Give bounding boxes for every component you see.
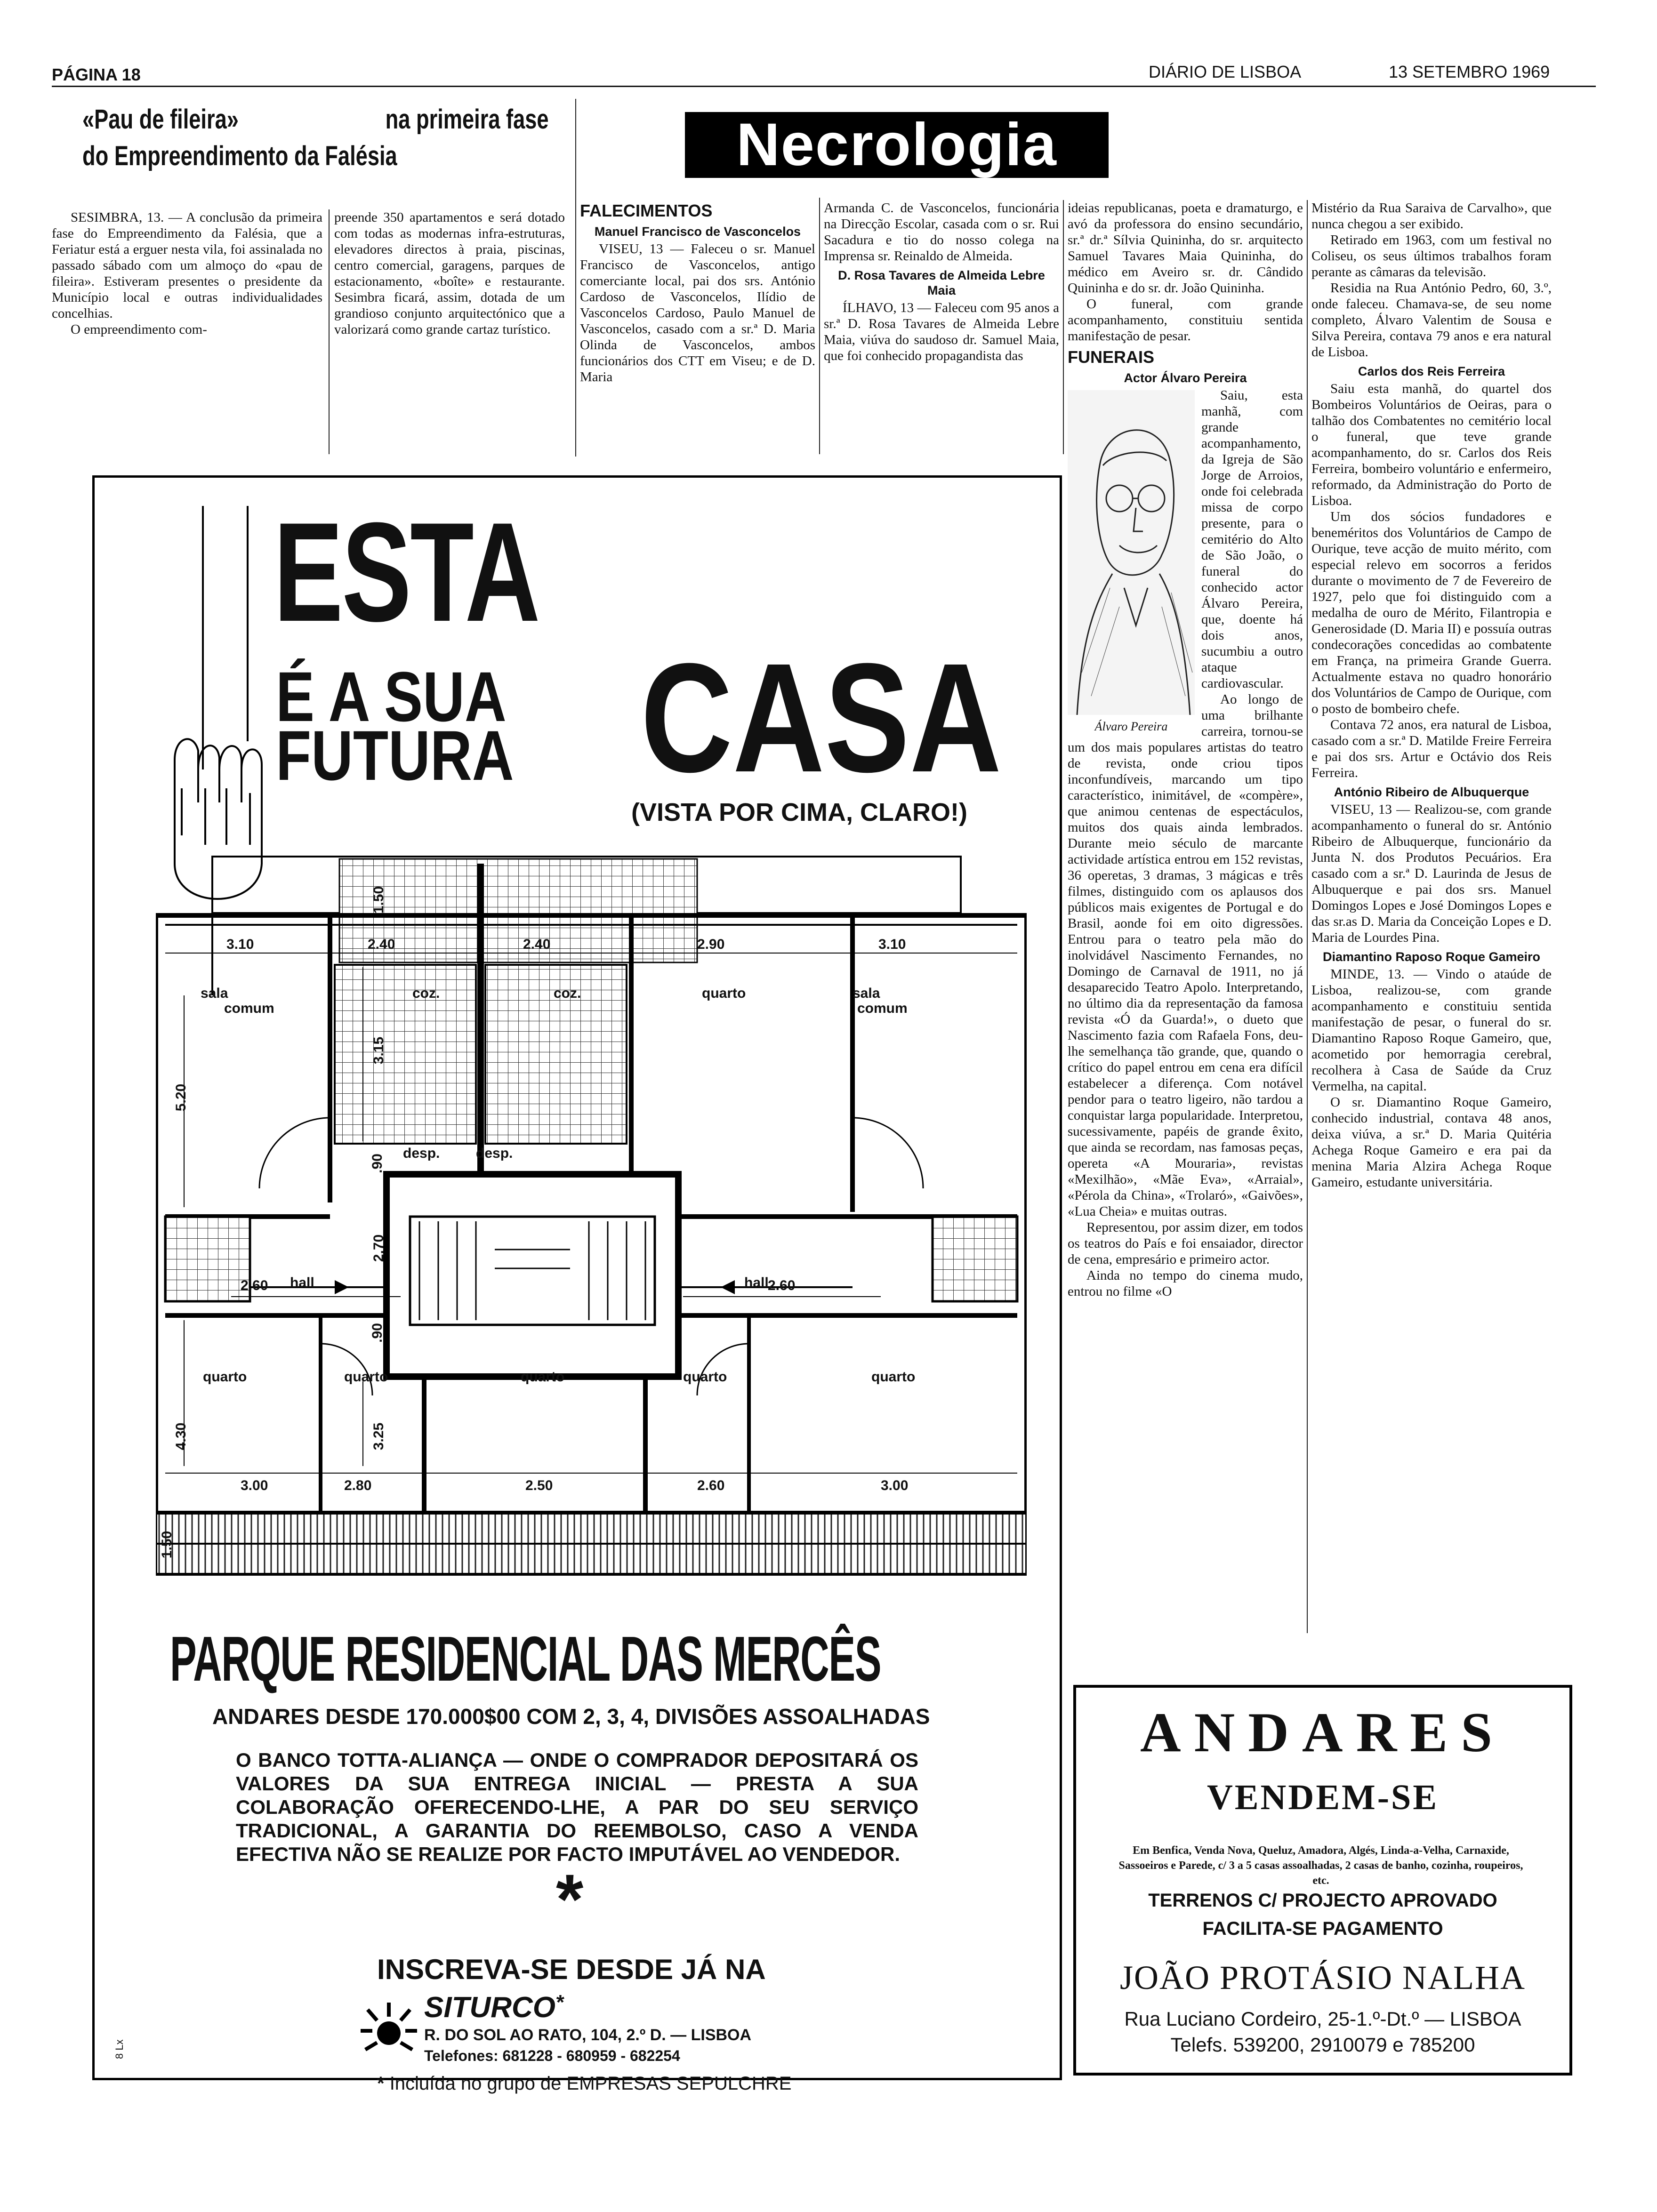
column-rule [819,198,820,454]
room-label: quarto [344,1369,388,1385]
dimension-label: 3.00 [881,1478,909,1493]
dimension-label: 3.15 [371,1036,387,1065]
obituary-name: Manuel Francisco de Vasconcelos [594,224,801,239]
header-rule [52,86,1596,87]
advertiser-phones: Telefs. 539200, 2910079 e 785200 [1170,2034,1475,2056]
dimension-label: 3.10 [878,937,906,952]
column-rule [1307,200,1308,1633]
company-phones: Telefones: 681228 - 680959 - 682254 [424,2047,680,2064]
photo-caption: Álvaro Pereira [1094,720,1168,733]
price-line: ANDARES DESDE 170.000$00 COM 2, 3, 4, DIVISÕES ASSOALHADAS [212,1704,930,1729]
paragraph: Ao longo de uma brilhante carreira, tornou-se um dos mais populares artistas do teatro de revista, onde criou tipos inconfundíveis, marcando um tipo característico, inimitável, de «compère», que animou centenas de espectáculos, muitos dos quais ainda lembrados. Durante meio século de marcante actividade artística entrou em 152 revistas, 36 operetas, 3 dramas, 3 mágicas e três filmes, distinguido com os aplausos dos públicos mais exigentes de Portugal e do Brasil, aonde foi em oito digressões. Entrou para o teatro pela mão do inolvidável Nascimento Fernandes, no Domingo de Carnaval de 1911, no já desaparecido Teatro Apolo. Interpretando, no último dia da representação da famosa revista «Ó da Guarda!», o dueto que Nascimento fazia com Rafaela Fons, deu-lhe semelhança tão grande, que, quando o crítico do papel entrou em cena era difícil estabelecer a diferença. Com notável pendor para o teatro ligeiro, não tardou a conquistar larga popularidade. Interpretou, sucessivamente, papéis de grande êxito, que ainda se recordam, nas famosas peças, opereta «A Mouraria», revistas «Mexilhão», «Mãe Eva», «Arraial», «Pérola da China», «Trolaró», «Gaivões», «Lua Cheia» e muitas outras. [1068,692,1303,1219]
room-label: coz. [554,986,581,1001]
paragraph: Um dos sócios fundadores e beneméritos dos Voluntários de Campo de Ourique, teve acção de muito mérito, com especial relevo em socorros a feridos durante o movimento de 7 de Fevereiro de 1927, pelo que foi distinguido com a medalha de ouro de Mérito, Filantropia e Generosidade (D. Maria II) e possuía outras condecorações concedidas ao combatente em França, na primeira Grande Guerra. Actualmente estava no quadro honorário dos Voluntários de Campo de Ourique, com o posto de bombeiro chefe. [1311,509,1552,716]
paragraph: Saiu, esta manhã, com grande acompanhamento, da Igreja de São Jorge de Arroios, onde foi celebrada missa de corpo presente, para o cemitério do Alto de São João, o funeral do conhecido actor Álvaro Pereira, que, doente há dois anos, sucumbiu a outro ataque cardiovascular. [1201,388,1303,691]
room-label: quarto [203,1369,247,1385]
paragraph: preende 350 apartamentos e será dotado com todas as modernas infra-estruturas, elevadores directos à praia, piscinas, centro comercial, garagens, parques de estacionamento, «boîte» e restaurante. Sesimbra ficará, assim, dotada de um grandioso conjunto arquitectónico que a valorizará como grande cartaz turístico. [334,210,565,337]
obituary-name: António Ribeiro de Albuquerque [1334,785,1529,799]
advertiser-name: JOÃO PROTÁSIO NALHA [1119,1959,1526,1996]
paragraph: Residia na Rua António Pedro, 60, 3.º, onde faleceu. Chamava-se, de seu nome completo, Álvaro Valentim de Sousa e Silva Pereira, contava 79 anos e era natural de Lisboa. [1311,281,1552,360]
article-headline [82,103,572,176]
dimension-label: 1.50 [371,886,387,914]
section-heading: FUNERAIS [1068,347,1155,367]
page-number: PÁGINA 18 [52,65,141,84]
ad-headline-line: FUTURA [276,716,514,795]
column-rule [1063,200,1064,454]
bank-guarantee-text: O BANCO TOTTA-ALIANÇA — ONDE O COMPRADOR DEPOSITARÁ OS VALORES DA SUA ENTREGA INICIAL — PRESTA A SUA COLABORAÇÃO OFERECENDO-LHE, A PAR DO SEU SERVIÇO TRADICIONAL, A GARANTIA DO REEMBOLSO, CASO A VENDA EFECTIVA NÃO SE REALIZE POR FACTO IMPUTÁVEL AO VENDEDOR. [236,1749,918,1865]
obituary-name: Carlos dos Reis Ferreira [1358,364,1505,378]
floor-plan [156,845,1027,1588]
dimension-label: 3.00 [241,1478,268,1493]
terrenos-line: TERRENOS C/ PROJECTO APROVADO [1148,1890,1497,1911]
headline-part: do Empreendimento [82,141,289,171]
room-label: quarto [521,1369,565,1385]
paragraph: O funeral, com grande acompanhamento, constituiu sentida manifestação de pesar. [1068,297,1303,344]
paragraph: Mistério da Rua Saraiva de Carvalho», que nunca chegou a ser exibido. [1311,200,1552,232]
room-label: coz. [412,986,440,1001]
ad-headline-esta: ESTA [273,493,539,651]
room-label: quarto [702,986,746,1001]
paragraph: SESIMBRA, 13. — A conclusão da primeira fase do Empreendimento da Falésia, que a Feriatur está a erguer nesta vila, foi assinalada no passado sábado com um almoço do «pau de fileira». Estiveram presentes o presidente da Município local e outras individualidades concelhias. [52,210,322,321]
paragraph: Contava 72 anos, era natural de Lisboa, casado com a sr.ª D. Matilde Freire Ferreira e pai dos srs. Artur e Octávio dos Reis Ferreira. [1311,717,1552,780]
advertiser-address: Rua Luciano Cordeiro, 25-1.º-Dt.º — LISBOA [1124,2008,1521,2030]
dimension-label: 2.40 [523,937,551,952]
obituary-name: Diamantino Raposo Roque Gameiro [1322,950,1541,964]
siturco-logo: SITURCO* [424,1991,564,2024]
headline-part: «Pau de fileira» [82,104,239,135]
section-heading: FALECIMENTOS [580,201,713,220]
paragraph: Retirado em 1963, com um festival no Coliseu, os seus últimos trabalhos foram perante as câmaras da televisão. [1311,232,1552,280]
column-rule [329,209,330,454]
sun-logo-icon [358,1998,419,2059]
necrology-column [1311,200,1552,1633]
obituary-name: Actor Álvaro Pereira [1124,371,1247,385]
dimension-label: .90 [369,1154,385,1173]
paragraph: ÍLHAVO, 13 — Faleceu com 95 anos a sr.ª D. Rosa Tavares de Almeida Lebre Maia, viúva do saudoso dr. Samuel Maia, que foi conhecido propagandista das [824,300,1059,363]
paragraph: VISEU, 13 — Faleceu o sr. Manuel Francisco de Vasconcelos, antigo comerciante local, pai dos srs. António Cardoso de Vasconcelos, Ilídio de Vasconcelos Cardoso, Paulo Manuel de Vasconcelos, casado com a sr.ª D. Maria Olinda de Vasconcelos, ambos funcionários dos CTT em Viseu; e de D. Maria [580,241,815,385]
necrology-column [1068,200,1303,1633]
headline-part: na primeira fase [385,104,549,135]
paragraph: Ainda no tempo do cinema mudo, entrou no filme «O [1068,1268,1303,1299]
asterisk-icon: * [556,1859,584,1939]
portrait-photo [1068,390,1195,734]
company-address: R. DO SOL AO RATO, 104, 2.º D. — LISBOA [424,2026,752,2044]
paragraph: Representou, por assim dizer, em todos os teatros do País e foi ensaiador, director de cena, empresário e primeiro actor. [1068,1220,1303,1267]
casa-advertisement [92,475,1062,2094]
ad-title: ANDARES [1140,1701,1506,1763]
room-label: sala comum [201,986,274,1016]
dimension-label: 1.50 [159,1531,175,1559]
dimension-label: 2.40 [368,937,395,952]
ad-headline-casa: CASA [641,631,1002,804]
locations-text: Em Benfica, Venda Nova, Queluz, Amadora, Algés, Linda-a-Velha, Carnaxide, Sassoeiros e Parede, c/ 3 a 5 casas assoalhadas, 2 casas de banho, cozinha, roupeiros, etc. [1118,1844,1523,1887]
necrologia-banner: Necrologia [685,112,1109,178]
room-label: hall [290,1275,314,1290]
necrology-column [580,198,815,454]
dimension-label: 2.60 [697,1478,725,1493]
ad-headline-line: É A SUA [276,657,507,736]
dimension-label: 3.25 [371,1422,387,1451]
dimension-label: 4.30 [173,1422,189,1451]
room-label: sala comum [853,986,908,1016]
dimension-label: 2.60 [241,1278,268,1293]
newspaper-name: DIÁRIO DE LISBOA [1149,62,1302,81]
paragraph: VISEU, 13 — Realizou-se, com grande acompanhamento o funeral do sr. António Ribeiro de Albuquerque, funcionário da Junta N. dos Produtos Pecuários. Era casado com a sr.ª D. Laurinda de Jesus de Albuquerque e pai dos srs. Manuel Domingos Lopes e José Domingos Lopes e das sr.as D. Maria da Conceição Lopes e D. Maria de Lourdes Pina. [1311,802,1552,945]
dimension-label: 3.10 [226,937,254,952]
dimension-label: 2.60 [768,1278,796,1293]
dimension-label: 2.80 [344,1478,372,1493]
dimension-label: 2.70 [371,1234,387,1262]
paragraph: Saiu esta manhã, do quartel dos Bombeiros Voluntários de Oeiras, para o talhão dos Combatentes no cemitério local o funeral, que teve grande acompanhamento, do sr. Carlos dos Reis Ferreira, bombeiro voluntário e enfermeiro, reformado, da Administração do Porto de Lisboa. [1311,381,1552,508]
dimension-label: 2.50 [525,1478,553,1493]
article-column [52,209,322,454]
necrology-column [824,200,1059,454]
room-label: quarto [871,1369,916,1385]
dimension-label: 5.20 [173,1083,189,1112]
room-label: quarto [683,1369,727,1385]
article-column [334,209,565,454]
headline-part: da Falésia [294,141,397,171]
dimension-label: 2.90 [697,937,725,952]
paragraph: MINDE, 13. — Vindo o ataúde de Lisboa, realizou-se, com grande acompanhamento e constituiu sentida manifestação de pesar, o funeral do sr. Diamantino Raposo Roque Gameiro, que, acometido por hemorragia cerebral, recolhera à Casa de Saúde da Cruz Vermelha, na capital. [1311,967,1552,1094]
development-name: PARQUE RESIDENCIAL DAS MERCÊS [170,1623,881,1694]
paragraph: O sr. Diamantino Roque Gameiro, conhecido industrial, contava 48 anos, deixa viúva, a sr.ª D. Maria Quitéria Achega Roque Gameiro e era pai da menina Maria Alzira Achega Roque Gameiro, estudante universitária. [1311,1095,1552,1190]
printer-mark: 8 Lx [113,2039,125,2059]
room-label: hall [744,1275,769,1290]
ad-subtitle: (VISTA POR CIMA, CLARO!) [631,798,967,826]
paragraph: ideias republicanas, poeta e dramaturgo, e avó da professora do ensino secundário, sr.ª dr.ª Sílvia Quininha, do sr. arquitecto Samuel Tavares Maia Quininha, do médico em Aveiro sr. dr. Cândido Quininha e do sr. dr. João Quininha. [1068,200,1303,296]
column-rule [575,99,576,457]
dimension-label: .90 [369,1323,385,1343]
andares-advertisement [1073,1685,1572,2076]
obituary-name: D. Rosa Tavares de Almeida Lebre Maia [838,268,1045,297]
ad-subtitle: VENDEM-SE [1207,1778,1439,1817]
room-label: desp. [403,1146,440,1161]
group-footnote: * Incluída no grupo de EMPRESAS SEPULCHRE [377,2073,792,2094]
room-label: desp. [476,1146,513,1161]
issue-date: 13 SETEMBRO 1969 [1389,62,1550,81]
paragraph: O empreendimento com- [71,322,207,337]
payment-line: FACILITA-SE PAGAMENTO [1202,1918,1443,1939]
subscribe-line: INSCREVA-SE DESDE JÁ NA [377,1954,766,1985]
paragraph: Armanda C. de Vasconcelos, funcionária na Direcção Escolar, casada com o sr. Rui Sacadura e tio do nosso colega na Imprensa sr. Reinaldo de Almeida. [824,200,1059,264]
